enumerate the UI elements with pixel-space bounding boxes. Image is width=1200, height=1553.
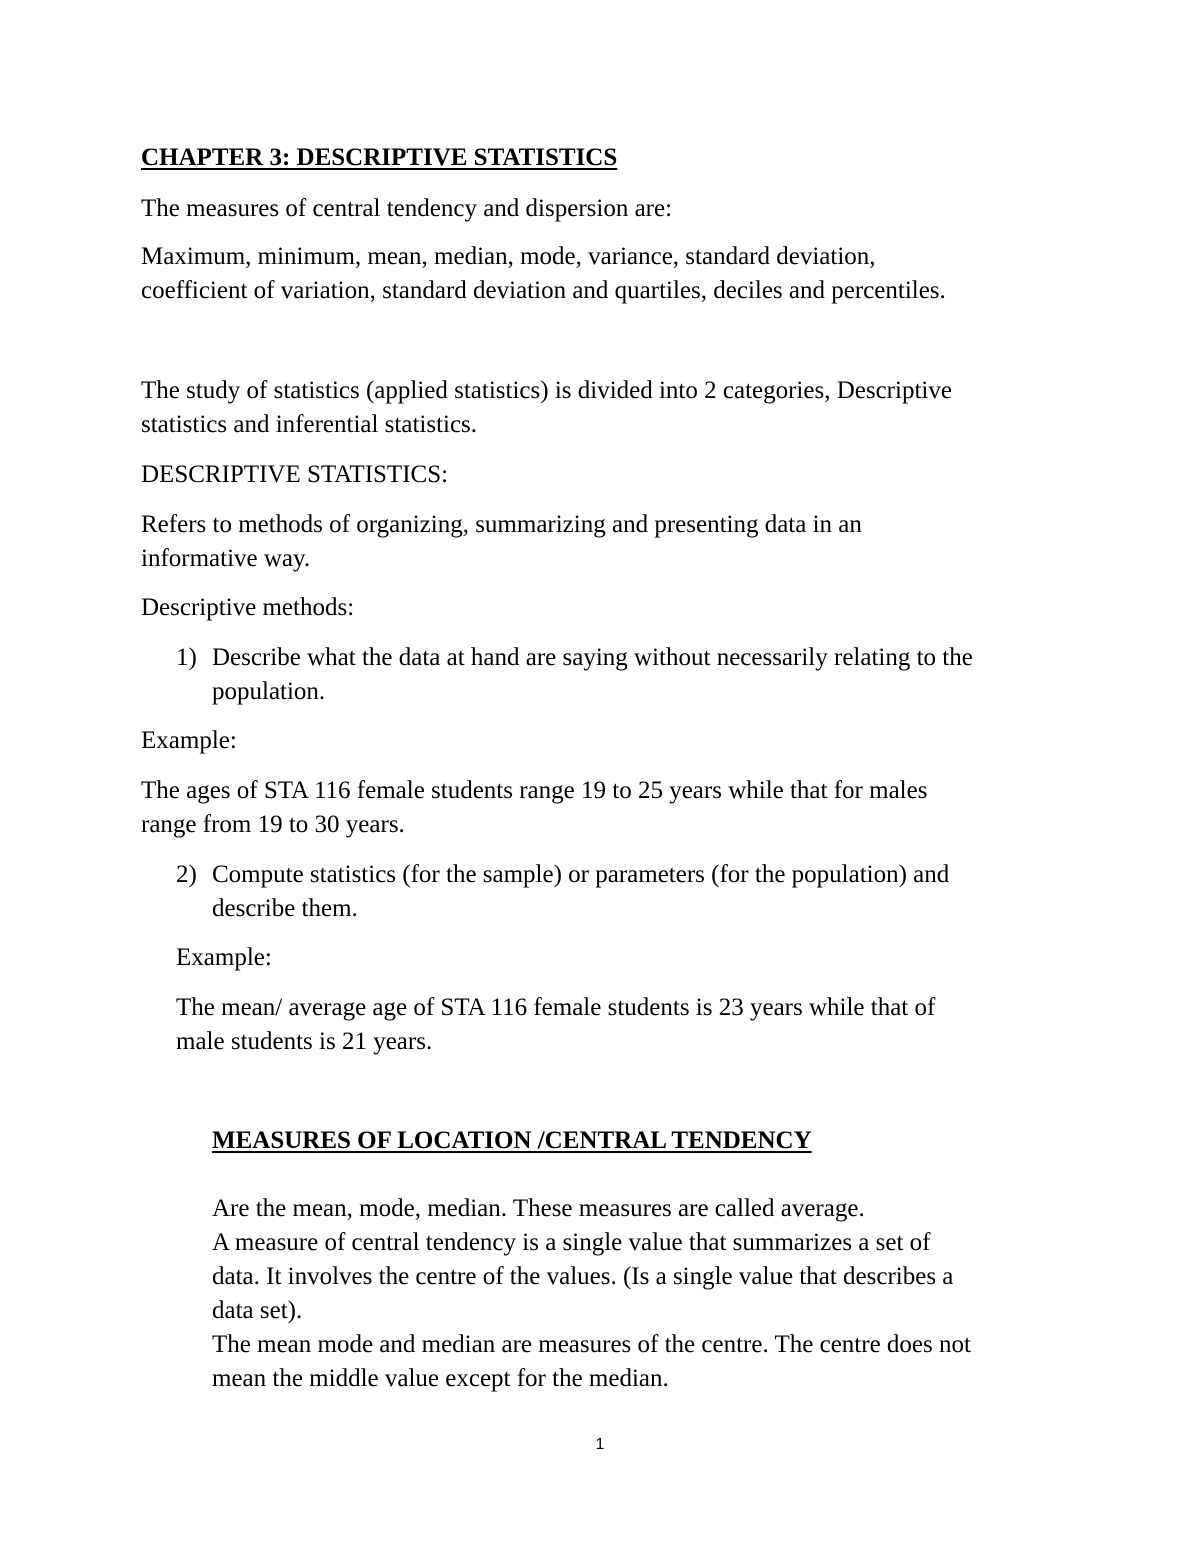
method-1-line-2: population. xyxy=(212,678,326,705)
method-2-line-1: Compute statistics (for the sample) or parameters (for the population) and xyxy=(212,861,950,888)
location-heading: MEASURES OF LOCATION /CENTRAL TENDENCY xyxy=(212,1127,812,1154)
intro-line: The measures of central tendency and dispersion are: xyxy=(141,195,673,222)
measures-line-2: coefficient of variation, standard deviation and quartiles, deciles and percentiles. xyxy=(141,277,946,304)
method-2-number: 2) xyxy=(176,861,197,888)
example-1-line-2: range from 19 to 30 years. xyxy=(141,811,405,838)
method-1-line-1: Describe what the data at hand are saying without necessarily relating to the xyxy=(212,644,973,671)
chapter-title: CHAPTER 3: DESCRIPTIVE STATISTICS xyxy=(141,144,618,171)
example-1-line-1: The ages of STA 116 female students range 19 to 25 years while that for males xyxy=(141,777,928,804)
method-1-number: 1) xyxy=(176,644,197,671)
study-line-1: The study of statistics (applied statistics) is divided into 2 categories, Descriptive xyxy=(141,377,952,404)
example-1-label: Example: xyxy=(141,727,237,754)
definition-line-2: informative way. xyxy=(141,545,311,572)
location-body-line-1: Are the mean, mode, median. These measures are called average. xyxy=(212,1195,865,1222)
descriptive-heading: DESCRIPTIVE STATISTICS: xyxy=(141,461,449,488)
study-line-2: statistics and inferential statistics. xyxy=(141,411,478,438)
location-body-line-6: mean the middle value except for the median. xyxy=(212,1365,669,1392)
example-2-line-2: male students is 21 years. xyxy=(176,1028,433,1055)
definition-line-1: Refers to methods of organizing, summarizing and presenting data in an xyxy=(141,511,862,538)
method-2-line-2: describe them. xyxy=(212,895,358,922)
page-number: 1 xyxy=(595,1436,605,1453)
methods-label: Descriptive methods: xyxy=(141,594,355,621)
location-body-line-5: The mean mode and median are measures of the centre. The centre does not xyxy=(212,1331,971,1358)
example-2-line-1: The mean/ average age of STA 116 female students is 23 years while that of xyxy=(176,994,936,1021)
measures-line-1: Maximum, minimum, mean, median, mode, variance, standard deviation, xyxy=(141,243,876,270)
location-body-line-2: A measure of central tendency is a single value that summarizes a set of xyxy=(212,1229,931,1256)
example-2-label: Example: xyxy=(176,944,272,971)
location-body-line-3: data. It involves the centre of the values. (Is a single value that describes a xyxy=(212,1263,954,1290)
location-body-line-4: data set). xyxy=(212,1297,303,1324)
